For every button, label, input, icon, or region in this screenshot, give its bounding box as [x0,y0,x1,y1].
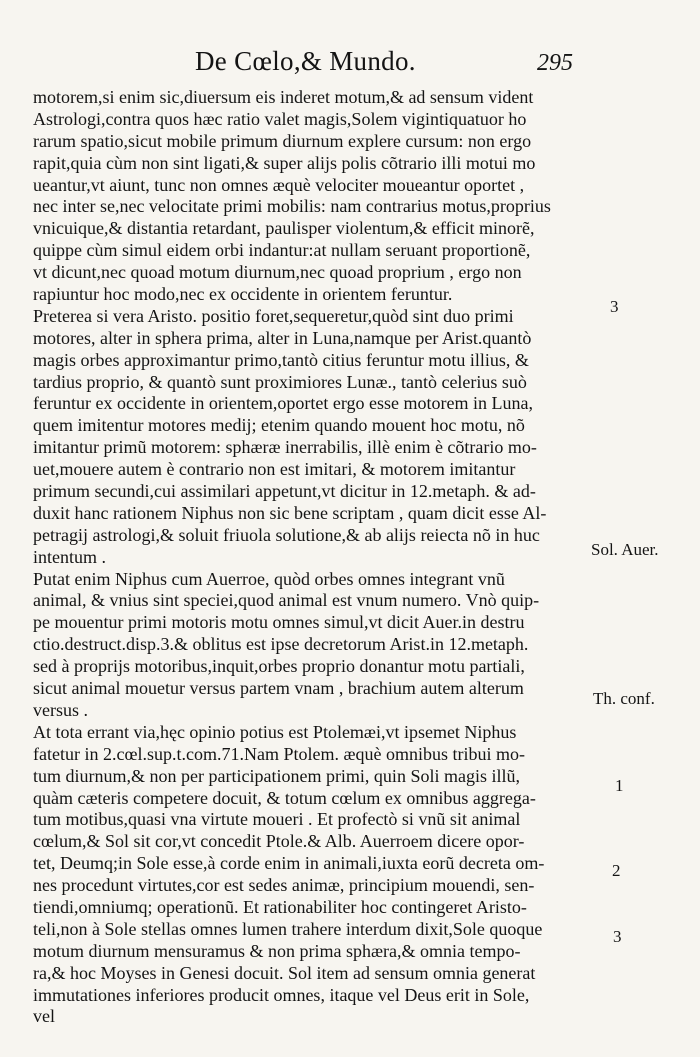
text-line: rarum spatio,sicut mobile primum diurnum explere cursum: non ergo [33,130,532,151]
text-line: tiendi,omniumq; operationũ. Et rationabiliter hoc contingeret Aristo- [33,896,527,917]
text-line: Astrologi,contra quos hæc ratio valet magis,Solem vigintiquatuor ho [33,108,527,129]
margin-note-number: 2 [612,861,621,880]
text-line: sicut animal mouetur versus partem vnam , brachium autem alterum [33,678,524,699]
text-line: Putat enim Niphus cum Auerroe, quòd orbes omnes integrant vnũ [33,568,505,589]
text-line: sed à proprijs motoribus,inquit,orbes proprio donantur motu partiali, [33,656,525,677]
text-line: At tota errant via,hęc opinio potius est Ptolemæi,vt ipsemet Niphus [33,721,517,742]
text-line: cœlum,& Sol sit cor,vt concedit Ptole.& Alb. Auerroem dicere opor- [33,831,525,852]
body-text [33,87,580,1028]
text-line: magis orbes approximantur primo,tantò citius feruntur motu illius, & [33,349,529,370]
page-number: 295 [537,50,573,76]
text-line: vt dicunt,nec quoad motum diurnum,nec quoad proprium , ergo non [33,262,522,283]
margin-note-number: 1 [615,776,624,795]
text-line: rapiuntur hoc modo,nec ex occidente in orientem feruntur. [33,284,453,305]
margin-note-gloss: Sol. Auer. [591,540,659,559]
text-line: intentum . [33,546,106,567]
text-line: tet, Deumq;in Sole esse,à corde enim in animali,iuxta eorũ decreta om- [33,853,545,874]
running-title: De Cœlo,& Mundo. [195,46,416,76]
text-line: tum motibus,quasi vna virtute moueri . Et profectò si vnũ sit animal [33,809,521,830]
text-line: ra,& hoc Moyses in Genesi docuit. Sol item ad sensum omnia generat [33,962,536,983]
text-line: imitantur primũ motorem: sphæræ inerrabilis, illè enim è cõtrario mo- [33,437,537,458]
text-line: motores, alter in sphera prima, alter in Luna,namque per Arist.quantò [33,327,532,348]
text-line: vel [33,1006,55,1027]
text-line: animal, & vnius sint speciei,quod animal est vnum numero. Vnò quip- [33,590,540,611]
text-line: vnicuique,& distantia retardant, paulisper violentum,& efficit minorẽ, [33,218,535,239]
text-line: nec inter se,nec velocitate primi mobilis: nam contrarius motus,proprius [33,196,551,217]
text-line: ctio.destruct.disp.3.& oblitus est ipse decretorum Arist.in 12.metaph. [33,634,529,655]
text-line: primum secundi,cui assimilari appetunt,vt dicitur in 12.metaph. & ad- [33,481,536,502]
text-line: immutationes inferiores producit omnes, itaque vel Deus erit in Sole, [33,984,530,1005]
text-line: fatetur in 2.cœl.sup.t.com.71.Nam Ptolem. æquè omnibus tribui mo- [33,743,525,764]
text-line: versus . [33,699,88,720]
text-line: tum diurnum,& non per participationem primi, quin Soli magis illũ, [33,765,520,786]
margin-note-number: 3 [613,927,622,946]
text-line: ueantur,vt aiunt, tunc non omnes æquè velociter moueantur oportet , [33,174,525,195]
margin-note-gloss: Th. conf. [593,689,655,708]
running-header [0,46,700,86]
text-line: feruntur ex occidente in orientem,oportet ergo esse motorem in Luna, [33,393,534,414]
text-line: Preterea si vera Aristo. positio foret,sequeretur,quòd sint duo primi [33,305,514,326]
text-line: teli,non à Sole stellas omnes lumen trahere interdum dixit,Sole quoque [33,918,543,939]
text-line: quàm cæteris competere docuit, & totum cœlum ex omnibus aggrega- [33,787,536,808]
text-line: motorem,si enim sic,diuersum eis inderet motum,& ad sensum vident [33,87,534,107]
margin-note-number: 3 [610,297,619,316]
text-line: pe mouentur primi motoris motu omnes simul,vt dicit Auer.in destru [33,612,525,633]
text-line: rapit,quia cùm non sint ligati,& super alijs polis cõtrario illi motui mo [33,152,536,173]
text-line: tardius proprio, & quantò sunt proximiores Lunæ., tantò celerius suò [33,371,527,392]
text-line: quem imitentur motores medij; etenim quando mouent hoc motu, nõ [33,415,525,436]
text-line: duxit hanc rationem Niphus non sic bene scriptam , quam dicit esse Al- [33,502,547,523]
text-line: petragij astrologi,& soluit friuola solutione,& ab alijs reiecta nõ in huc [33,524,540,545]
text-line: motum diurnum mensuramus & non prima sphæra,& omnia tempo- [33,940,521,961]
text-line: quippe cùm simul eidem orbi indantur:at nullam seruant proportionẽ, [33,240,531,261]
text-line: nes procedunt virtutes,cor est sedes animæ, principium mouendi, sen- [33,875,535,896]
text-line: uet,mouere autem è contrario non est imitari, & motorem imitantur [33,459,516,480]
